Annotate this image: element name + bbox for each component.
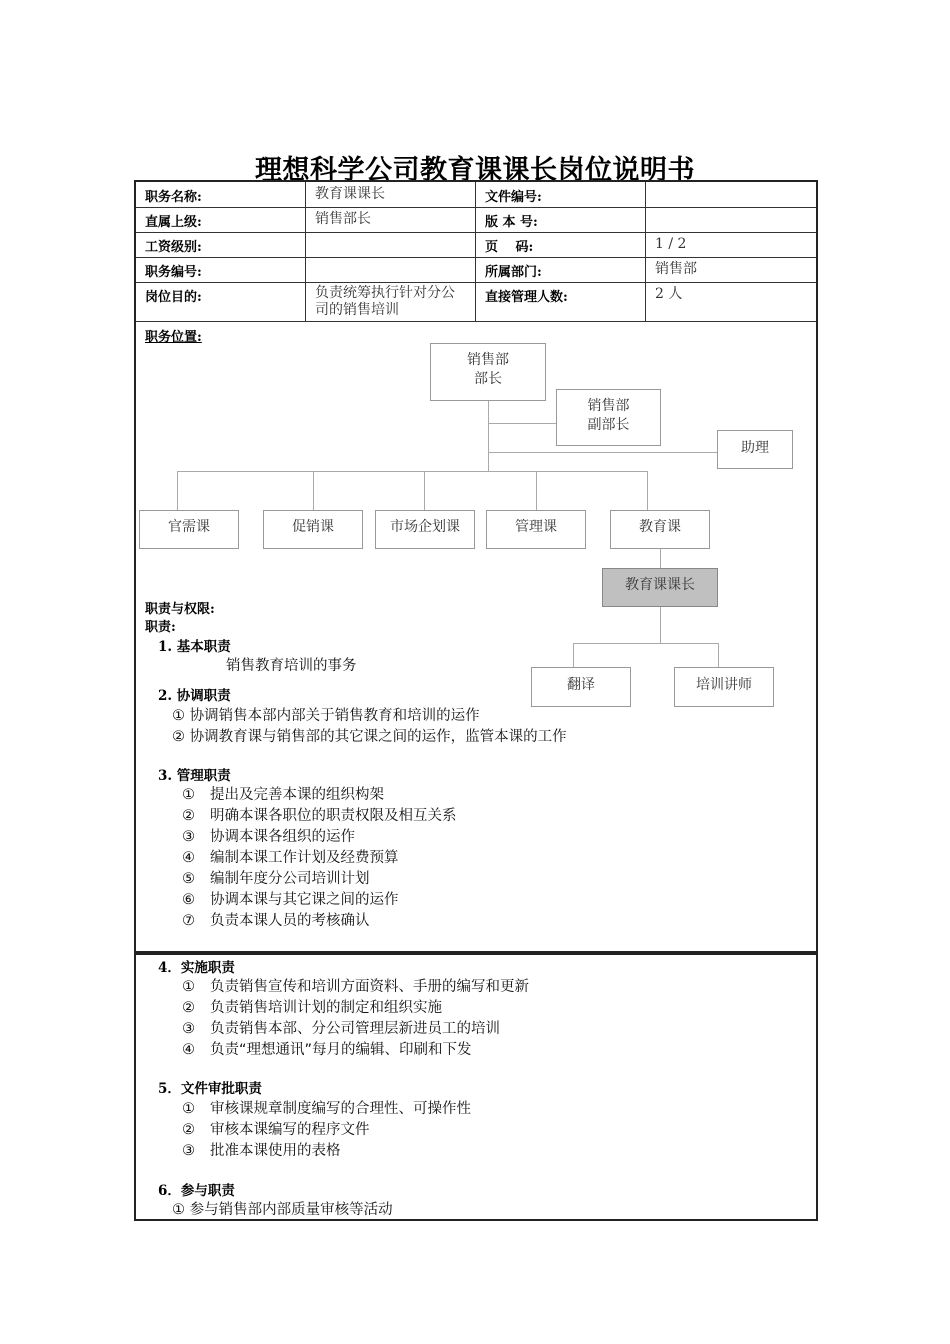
- label-department: 所属部门:: [485, 265, 542, 280]
- duty-item: ① 审核课规章制度编写的合理性、可操作性: [182, 1101, 471, 1117]
- section-title: 1. 基本职责: [158, 639, 231, 655]
- label-direct-reports: 直接管理人数:: [485, 290, 568, 305]
- label-purpose: 岗位目的:: [145, 290, 202, 305]
- duty-item: ② 负责销售培训计划的制定和组织实施: [182, 1000, 442, 1016]
- duty-item: ④ 编制本课工作计划及经费预算: [182, 850, 399, 866]
- duties-heading: 职责与权限:: [145, 602, 215, 617]
- label-version: 版 本 号:: [485, 215, 538, 230]
- duty-item: ② 协调教育课与销售部的其它课之间的运作，监管本课的工作: [172, 729, 567, 745]
- label-job-number: 职务编号:: [145, 265, 202, 280]
- org-node-deputy: 销售部副部长: [556, 389, 661, 446]
- duty-item: ③ 协调本课各组织的运作: [182, 829, 355, 845]
- page-title: 理想科学公司教育课课长岗位说明书: [255, 155, 695, 186]
- duty-item: ③ 批准本课使用的表格: [182, 1143, 341, 1159]
- org-node-assistant: 助理: [717, 430, 793, 469]
- org-node-section: 官需课: [139, 510, 239, 549]
- duty-item: ① 负责销售宣传和培训方面资料、手册的编写和更新: [182, 979, 529, 995]
- duty-item: ③ 负责销售本部、分公司管理层新进员工的培训: [182, 1021, 500, 1037]
- duty-item: ⑦ 负责本课人员的考核确认: [182, 913, 370, 929]
- value-page: 1 / 2: [655, 236, 687, 252]
- duty-item: ① 协调销售本部内部关于销售教育和培训的运作: [172, 708, 480, 724]
- org-node-section: 促销课: [263, 510, 363, 549]
- label-supervisor: 直属上级:: [145, 215, 202, 230]
- duty-item: ④ 负责“理想通讯”每月的编辑、印刷和下发: [182, 1042, 472, 1058]
- duty-item: ⑥ 协调本课与其它课之间的运作: [182, 892, 399, 908]
- section-title: 2. 协调职责: [158, 688, 231, 704]
- label-page: 页 码:: [485, 240, 534, 255]
- duty-item: ⑤ 编制年度分公司培训计划: [182, 871, 370, 887]
- section-title: 6．参与职责: [158, 1183, 235, 1199]
- org-node-section: 管理课: [486, 510, 586, 549]
- value-department: 销售部: [655, 261, 697, 277]
- label-salary-grade: 工资级别:: [145, 240, 202, 255]
- org-node-section: 教育课: [610, 510, 710, 549]
- duty-item: ① 提出及完善本课的组织构架: [182, 787, 384, 803]
- org-node-subordinate: 翻译: [531, 667, 631, 707]
- org-node-head: 销售部部长: [430, 343, 546, 401]
- label-doc-number: 文件编号:: [485, 190, 542, 205]
- duty-item: ① 参与销售部内部质量审核等活动: [172, 1202, 393, 1218]
- duty-item: ② 审核本课编写的程序文件: [182, 1122, 370, 1138]
- org-node-current-position: 教育课课长: [602, 568, 718, 607]
- section-title: 5．文件审批职责: [158, 1081, 262, 1097]
- position-label: 职务位置:: [145, 330, 202, 345]
- value-purpose: 负责统筹执行针对分公司的销售培训: [315, 285, 455, 318]
- label-job-title: 职务名称:: [145, 190, 202, 205]
- duty-item: 销售教育培训的事务: [226, 658, 357, 674]
- duties-subheading: 职责:: [145, 620, 176, 635]
- section-title: 3. 管理职责: [158, 768, 231, 784]
- value-direct-reports: 2 人: [655, 286, 683, 302]
- section-title: 4．实施职责: [158, 960, 235, 976]
- org-node-subordinate: 培训讲师: [674, 667, 774, 707]
- value-job-title: 教育课课长: [315, 186, 385, 202]
- duty-item: ② 明确本课各职位的职责权限及相互关系: [182, 808, 457, 824]
- value-supervisor: 销售部长: [315, 211, 371, 227]
- org-node-section: 市场企划课: [375, 510, 475, 549]
